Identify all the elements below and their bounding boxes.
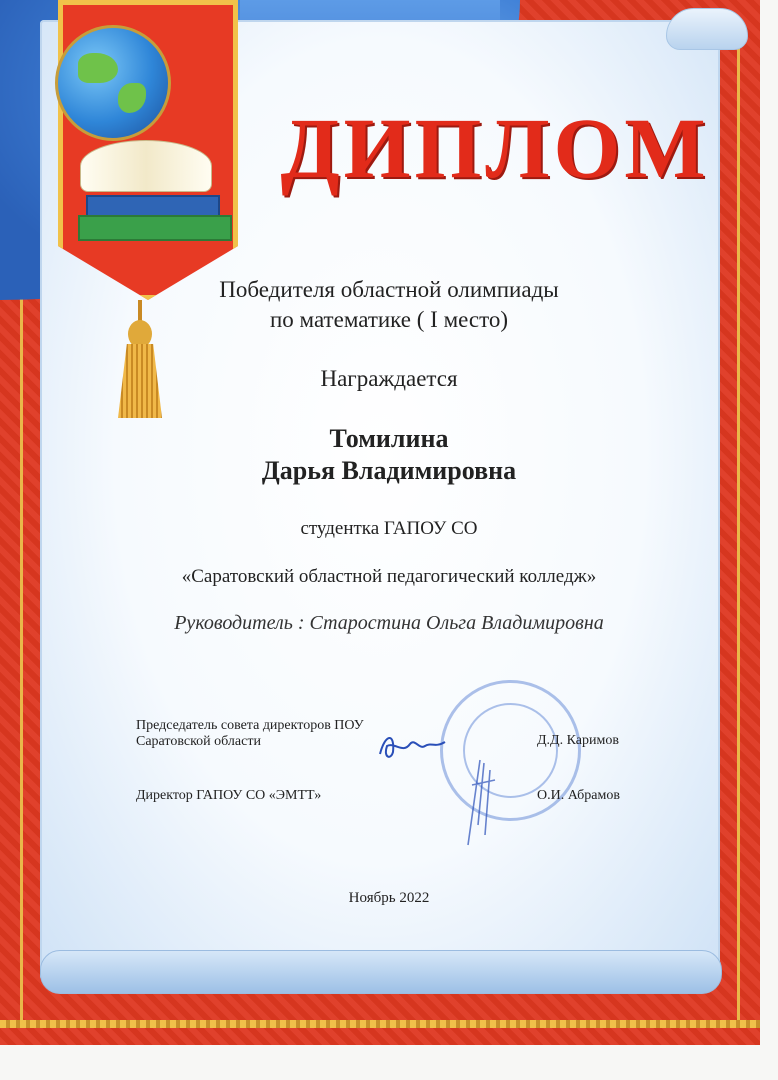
signature-icon [375,724,450,764]
open-book-icon [80,140,212,192]
recipient-surname: Томилина [329,424,449,453]
recipient-name: Дарья Владимировна [261,456,517,485]
scan-margin-bottom [0,1045,778,1080]
scroll-curl-top [666,8,748,50]
scan-margin-right [760,0,778,1080]
globe-icon [55,25,171,141]
signature-icon [450,755,510,850]
recipient-status: студентка ГАПОУ СО [300,518,478,539]
award-reason-line1: Победителя областной олимпиады [219,277,559,302]
signer1-name: Д.Д. Каримов [537,733,619,748]
continent-shape [118,83,146,113]
awarded-label: Награждается [320,366,458,391]
award-reason-line2: по математике ( I место) [269,307,509,332]
books-icon [78,190,228,240]
diploma-title: ДИПЛОМ [280,100,710,196]
issue-date: Ноябрь 2022 [348,890,430,906]
supervisor-line: Руководитель : Старостина Ольга Владимировна [174,612,604,634]
signer1-title-line2: Саратовской области [136,734,261,749]
book-green [78,215,232,241]
continent-shape [78,53,118,83]
gold-rope [0,1020,760,1028]
scroll-curl-bottom [40,950,722,994]
institution-name: «Саратовский областной педагогический колледж» [181,566,597,587]
signer2-name: О.И. Абрамов [537,788,620,803]
signer2-title: Директор ГАПОУ СО «ЭМТТ» [136,788,322,803]
signer1-title-line1: Председатель совета директоров ПОУ [136,718,364,733]
